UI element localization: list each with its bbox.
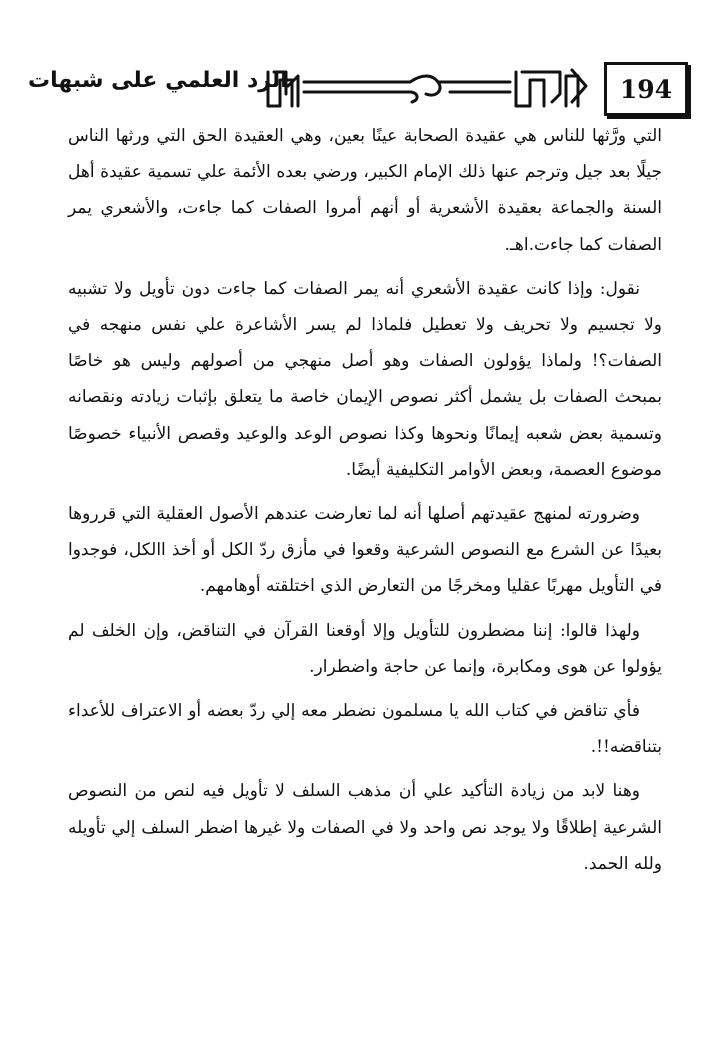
paragraph: وهنا لابد من زيادة التأكيد علي أن مذهب السلف لا تأويل فيه لنص من النصوص الشرعية إطلاقًا ولا يوجد نص واحد ولا في الصفات ولا غيرها اضطر السلف إلي تأويله ولله الحمد. <box>68 781 662 874</box>
body-text <box>68 118 662 882</box>
paragraph: التي ورَّثها للناس هي عقيدة الصحابة عينًا بعين، وهي العقيدة الحق التي ورثها الناس جيلًا بعد جيل وترجم عنها ذلك الإمام الكبير، ورضي بعده الأئمة علي تسمية عقيدة أهل السنة والجماعة بعقيدة الأشعرية أو أنهم أمروا الصفات كما جاءت، والأشعري يمر الصفات كما جاءت.اهـ. <box>68 126 662 255</box>
ornament-divider <box>260 66 600 112</box>
paragraph: نقول: وإذا كانت عقيدة الأشعري أنه يمر الصفات كما جاءت دون تأويل ولا تشبيه ولا تجسيم ولا تحريف ولا تعطيل فلماذا لم يسر الأشاعرة علي نفس منهجه في الصفات؟! ولماذا يؤولون الصفات وهو أصل منهجي من أصولهم وليس هو خاصًا بمبحث الصفات بل يشمل أكثر نصوص الإيمان خاصة ما يتعلق بإثبات زيادته ونقصانه وتسمية بعض شعبه إيمانًا ونحوها وكذا نصوص الوعد والوعيد وقصص الأنبياء خصوصًا موضوع العصمة، وبعض الأوامر التكليفية أيضًا. <box>68 278 662 480</box>
page-header <box>28 62 688 116</box>
paragraph: فأي تناقض في كتاب الله يا مسلمون نضطر معه إلي ردّ بعضه أو الاعتراف للأعداء بتناقضه!!. <box>68 701 662 758</box>
book-title: الرد العلمي على شبهات <box>28 68 288 93</box>
page-number: 194 <box>604 62 688 116</box>
paragraph: وضرورته لمنهج عقيدتهم أصلها أنه لما تعارضت عندهم الأصول العقلية التي قرروها بعيدًا عن الشرع مع النصوص الشرعية وقعوا في مأزق ردّ الكل أو أخذ االكل، فوجدوا في التأويل مهربًا عقليا ومخرجًا من التعارض الذي اختلقته أوهامهم. <box>68 504 662 597</box>
paragraph: ولهذا قالوا: إننا مضطرون للتأويل وإلا أوقعنا القرآن في التناقض، وإن الخلف لم يؤولوا عن هوى ومكابرة، وإنما عن حاجة واضطرار. <box>68 620 662 677</box>
